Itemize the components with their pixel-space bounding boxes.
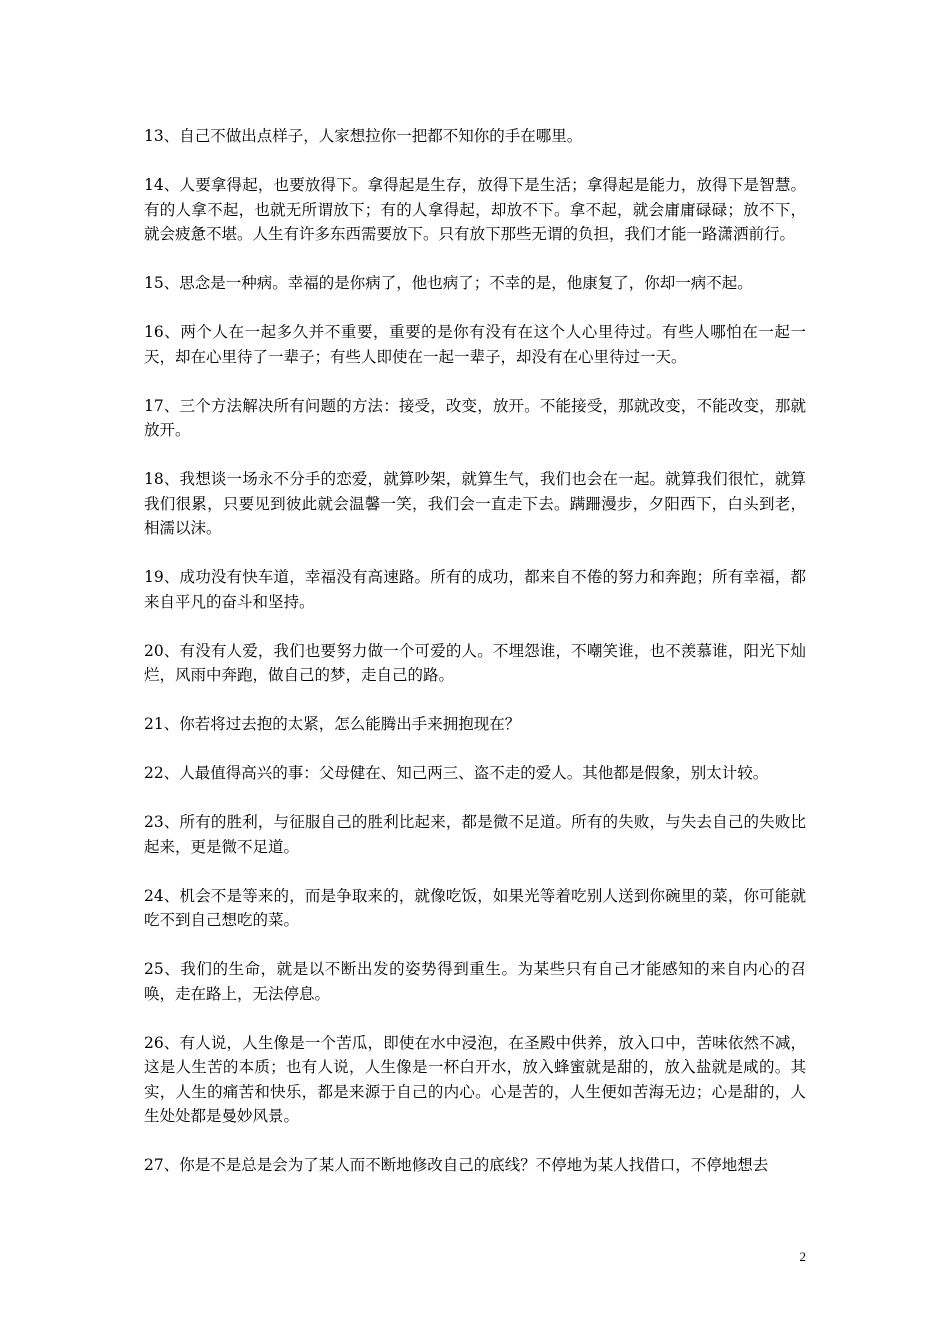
paragraph-14: 14、人要拿得起，也要放得下。拿得起是生存，放得下是生活；拿得起是能力，放得下是智慧。有的人拿不起，也就无所谓放下；有的人拿得起，却放不下。拿不起，就会庸庸碌碌；放不下，就会疲惫不堪。人生有许多东西需要放下。只有放下那些无谓的负担，我们才能一路潇洒前行。 — [144, 176, 806, 243]
paragraph-26: 26、有人说，人生像是一个苦瓜，即使在水中浸泡，在圣殿中供养，放入口中，苦味依然不减，这是人生苦的本质；也有人说，人生像是一杯白开水，放入蜂蜜就是甜的，放入盐就是咸的。其实，人生的痛苦和快乐，都是来源于自己的内心。心是苦的，人生便如苦海无边；心是甜的，人生处处都是曼妙风景。 — [144, 1033, 806, 1125]
document-body — [144, 124, 806, 1202]
paragraph-21: 21、你若将过去抱的太紧，怎么能腾出手来拥抱现在？ — [144, 715, 521, 733]
paragraph-18: 18、我想谈一场永不分手的恋爱，就算吵架，就算生气，我们也会在一起。就算我们很忙，就算我们很累，只要见到彼此就会温馨一笑，我们会一直走下去。蹒跚漫步，夕阳西下，白头到老，相濡以沫。 — [144, 470, 806, 537]
paragraph-27: 27、你是不是总是会为了某人而不断地修改自己的底线？不停地为某人找借口，不停地想去 — [144, 1156, 769, 1174]
page-number: 2 — [799, 1249, 806, 1264]
paragraph-17: 17、三个方法解决所有问题的方法：接受，改变，放开。不能接受，那就改变，不能改变，那就放开。 — [144, 396, 806, 439]
paragraph-15: 15、思念是一种病。幸福的是你病了，他也病了；不幸的是，他康复了，你却一病不起。 — [144, 274, 753, 292]
paragraph-25: 25、我们的生命，就是以不断出发的姿势得到重生。为某些只有自己才能感知的来自内心的召唤，走在路上，无法停息。 — [144, 960, 806, 1003]
paragraph-16: 16、两个人在一起多久并不重要，重要的是你有没有在这个人心里待过。有些人哪怕在一起一天，却在心里待了一辈子；有些人即使在一起一辈子，却没有在心里待过一天。 — [144, 323, 806, 366]
paragraph-19: 19、成功没有快车道，幸福没有高速路。所有的成功，都来自不倦的努力和奔跑；所有幸福，都来自平凡的奋斗和坚持。 — [144, 568, 806, 611]
paragraph-13: 13、自己不做出点样子，人家想拉你一把都不知你的手在哪里。 — [144, 127, 583, 145]
paragraph-24: 24、机会不是等来的，而是争取来的，就像吃饭，如果光等着吃别人送到你碗里的菜，你可能就吃不到自己想吃的菜。 — [144, 886, 806, 929]
paragraph-22: 22、人最值得高兴的事：父母健在、知己两三、盗不走的爱人。其他都是假象，别太计较。 — [144, 764, 769, 782]
paragraph-20: 20、有没有人爱，我们也要努力做一个可爱的人。不埋怨谁，不嘲笑谁，也不羡慕谁，阳光下灿烂，风雨中奔跑，做自己的梦，走自己的路。 — [144, 641, 806, 684]
paragraph-23: 23、所有的胜利，与征服自己的胜利比起来，都是微不足道。所有的失败，与失去自己的失败比起来，更是微不足道。 — [144, 813, 806, 856]
